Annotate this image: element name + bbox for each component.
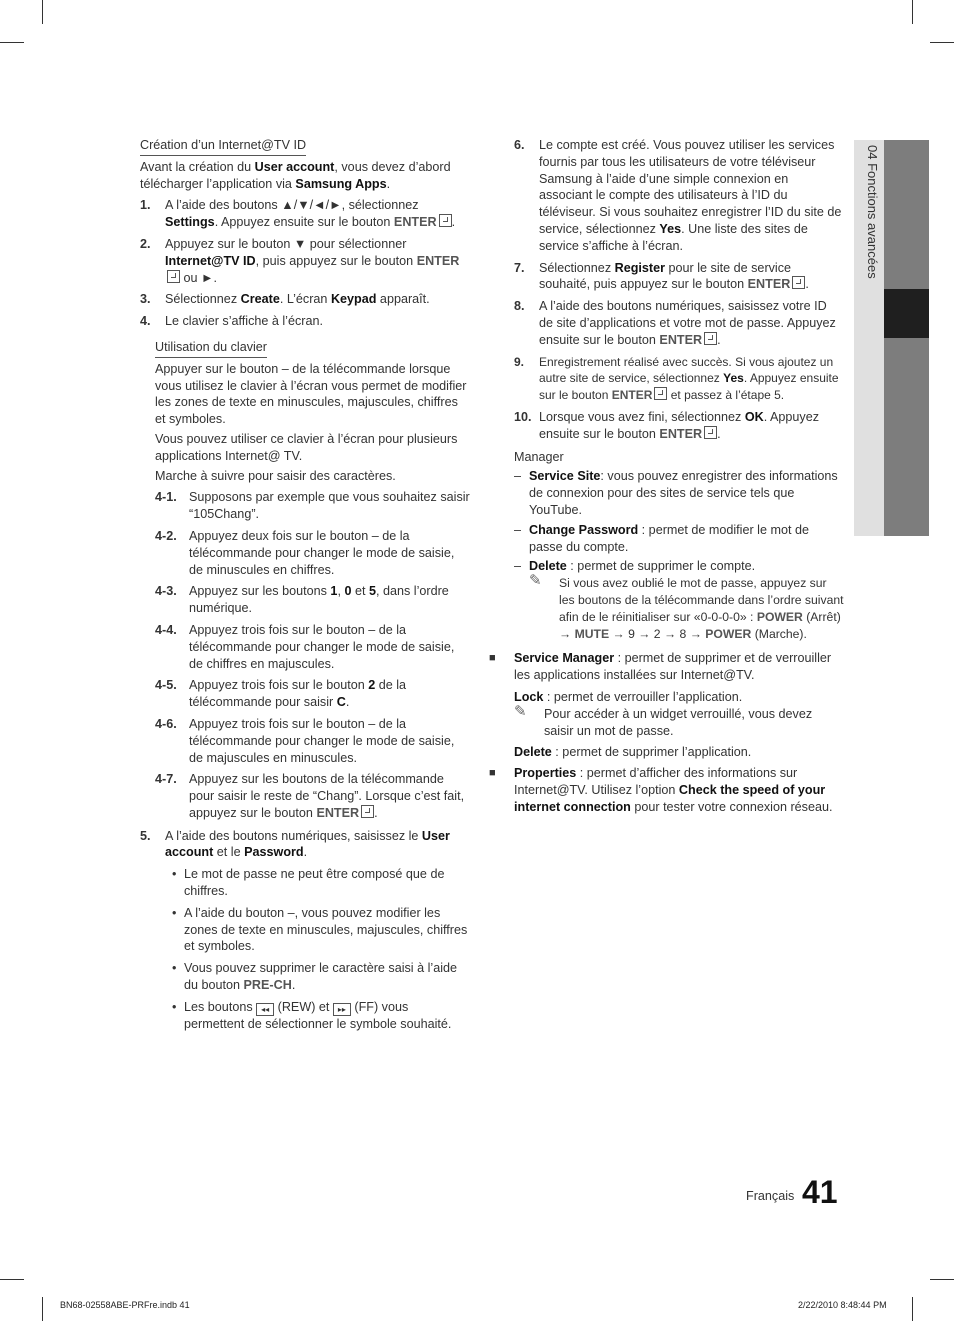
- language-label: Français: [746, 1189, 795, 1203]
- step-5: 5. A l’aide des boutons numériques, saisissez le User account et le Password.: [140, 828, 450, 860]
- step-7: 7. Sélectionnez Register pour le site de service souhaité, puis appuyez sur le bouton ENTER .: [514, 260, 809, 292]
- enter-icon: [704, 426, 717, 439]
- substep-4-4: 4-4. Appuyez trois fois sur le bouton – de la télécommande pour changer le mode de saisie, de chiffres en majuscules.: [155, 622, 455, 671]
- step-6: 6. Le compte est créé. Vous pouvez utiliser les services fournis par tous les utilisateurs de votre téléviseur Samsung à l’aide d’une simple connexion en associant le compte des utilisateurs à l’ID du téléviseur. Si vous souhaitez enregistrer l’ID du site de service, sélectionnez Yes. Une liste des sites de service s’affiche à l’écran.: [514, 138, 842, 253]
- manager-heading: Manager: [514, 449, 564, 464]
- note-lock: ✎ Pour accéder à un widget verrouillé, vous devez saisir un mot de passe.: [514, 702, 813, 738]
- right-column: [489, 137, 844, 815]
- bullet-item: • Le mot de passe ne peut être composé que de chiffres.: [172, 867, 445, 899]
- bullet-item: • A l’aide du bouton –, vous pouvez modifier les zones de texte en minuscules, majuscules, chiffres et symboles.: [172, 905, 468, 954]
- bullet-list: [140, 866, 470, 1032]
- rewind-icon: ◂◂: [256, 1003, 274, 1016]
- step-1: 1. A l’aide des boutons ▲/▼/◄/►, sélectionnez Settings. Appuyez ensuite sur le bouton ENTER .: [140, 198, 456, 230]
- step-9: 9. Enregistrement réalisé avec succès. Si vous ajoutez un autre site de service, sélectionnez Yes. Appuyez ensuite sur le bouton ENTER et passez à l’étape 5.: [514, 354, 839, 403]
- enter-icon: [792, 276, 805, 289]
- fast-forward-icon: ▸▸: [333, 1003, 351, 1016]
- intro: Avant la création du User account, vous devez d’abord télécharger l’application via Samsung Apps.: [140, 159, 451, 191]
- square-bullet-icon: ■: [489, 767, 496, 780]
- step-2: 2. Appuyez sur le bouton ▼ pour sélectionner Internet@TV ID, puis appuyez sur le bouton ENTER ou ►.: [140, 236, 460, 285]
- step-4: 4. Le clavier s’affiche à l’écran.: [140, 314, 323, 329]
- properties-item: ■ Properties : permet d’afficher des informations sur Internet@TV. Utilisez l’option Check the speed of your internet connection pour tester votre connexion réseau.: [489, 766, 833, 814]
- chapter-label: 04 Fonctions avancées: [865, 145, 880, 279]
- chapter-tab-strip: [884, 140, 929, 536]
- bullet-item: • Les boutons ◂◂ (REW) et ▸▸ (FF) vous permettent de sélectionner le symbole souhaité.: [172, 999, 452, 1031]
- enter-icon: [704, 332, 717, 345]
- service-manager-item: ■ Service Manager : permet de supprimer et de verrouiller les applications installées sur Internet@TV.: [489, 651, 832, 683]
- dash-item-service-site: – Service Site: vous pouvez enregistrer des informations de connexion pour des sites de service tels que YouTube.: [514, 469, 838, 517]
- dash-item-delete: – Delete : permet de supprimer le compte.: [514, 559, 756, 574]
- keyboard-title: Utilisation du clavier: [155, 339, 267, 358]
- substep-4-6: 4-6. Appuyez trois fois sur le bouton – de la télécommande pour changer le mode de saisie, de majuscules en minuscules.: [155, 716, 455, 765]
- left-column: [140, 137, 470, 1033]
- note-icon: ✎: [514, 702, 527, 720]
- enter-icon: [654, 387, 667, 400]
- enter-icon: [167, 270, 180, 283]
- step-8: 8. A l’aide des boutons numériques, saisissez votre ID de site d’applications et votre mot de passe. Appuyez ensuite sur le bouton ENTER .: [514, 299, 836, 347]
- note-password: ✎ Si vous avez oublié le mot de passe, appuyez sur les boutons de la télécommande dans l’ordre suivant afin de le réinitialiser sur «0-0-0-0» : POWER (Arrêt) → MUTE → 9 → 2 → 8 → POWER (Marche).: [529, 572, 844, 641]
- page-number: 41: [802, 1174, 838, 1210]
- enter-icon: [439, 214, 452, 227]
- dash-item-change-password: – Change Password : permet de modifier le mot de passe du compte.: [514, 522, 809, 554]
- substep-4-2: 4-2. Appuyez deux fois sur le bouton – de la télécommande pour changer le mode de saisie, de minuscules en chiffres.: [155, 528, 455, 577]
- square-bullet-icon: ■: [489, 652, 496, 665]
- keyboard-para-3: Marche à suivre pour saisir des caractères.: [155, 468, 396, 483]
- substep-4-3: 4-3. Appuyez sur les boutons 1, 0 et 5, dans l’ordre numérique.: [155, 584, 449, 616]
- file-name: BN68-02558ABE-PRFre.indb 41: [60, 1300, 190, 1310]
- keyboard-para-1: Appuyer sur le bouton – de la télécommande lorsque vous utilisez le clavier à l’écran vous permet de modifier les zones de texte en minuscules, majuscules, chiffres et symboles.: [155, 361, 467, 427]
- step-10: 10. Lorsque vous avez fini, sélectionnez OK. Appuyez ensuite sur le bouton ENTER .: [514, 409, 820, 441]
- note-icon: ✎: [529, 572, 542, 590]
- bullet-item: • Vous pouvez supprimer le caractère saisi à l’aide du bouton PRE-CH.: [172, 961, 458, 993]
- section-title: Création d’un Internet@TV ID: [140, 137, 306, 156]
- substep-4-7: 4-7. Appuyez sur les boutons de la télécommande pour saisir le reste de “Chang”. Lorsque c’est fait, appuyez sur le bouton ENTER .: [155, 772, 465, 820]
- enter-icon: [361, 805, 374, 818]
- chapter-tab-marker: [884, 289, 929, 338]
- delete-line: Delete : permet de supprimer l’application.: [514, 745, 752, 760]
- step-3: 3. Sélectionnez Create. L’écran Keypad apparaît.: [140, 292, 430, 307]
- substep-4-5: 4-5. Appuyez trois fois sur le bouton 2 de la télécommande pour saisir C.: [155, 678, 407, 710]
- lock-line: Lock : permet de verrouiller l’application.: [514, 689, 743, 704]
- print-date: 2/22/2010 8:48:44 PM: [798, 1300, 887, 1310]
- keyboard-para-2: Vous pouvez utiliser ce clavier à l’écran pour plusieurs applications Internet@ TV.: [155, 431, 458, 463]
- substep-4-1: 4-1. Supposons par exemple que vous souhaitez saisir “105Chang”.: [155, 490, 470, 522]
- keyboard-section: [140, 339, 470, 822]
